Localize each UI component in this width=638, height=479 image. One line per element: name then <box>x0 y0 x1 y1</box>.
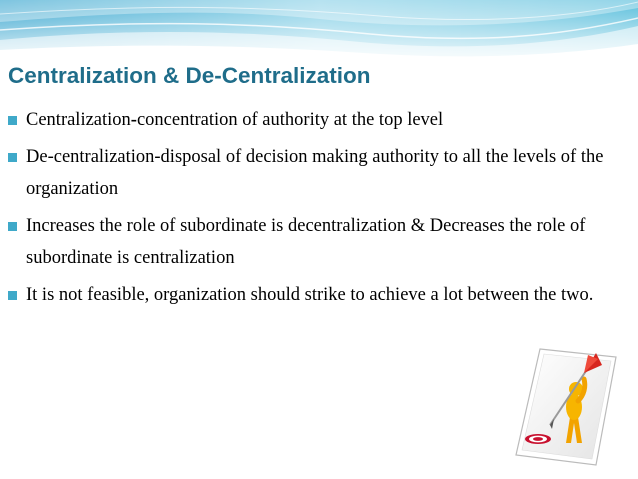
bullet-item-centralization <box>6 104 631 136</box>
header-wave-band <box>0 0 638 62</box>
bullet-item-subordinate-role <box>6 210 631 274</box>
bullet-square-icon <box>8 222 17 231</box>
bullet-square-icon <box>8 291 17 300</box>
bullet-item-feasibility <box>6 279 631 311</box>
bullet-square-icon <box>8 116 17 125</box>
bullet-definition: concentration of authority at the top level <box>136 110 444 130</box>
bullet-lead-term: Centralization <box>26 110 131 130</box>
header-wave-graphic <box>0 0 638 62</box>
bullet-text: Increases the role of subordinate is decentralization & Decreases the role of subordinate is centralization <box>26 216 586 268</box>
bullet-list <box>6 104 631 316</box>
dart-target-illustration <box>510 343 620 468</box>
bullet-item-decentralization <box>6 141 631 205</box>
bullet-text: De-centralization-disposal of decision making authority to all the levels of the organization <box>26 147 604 199</box>
bullet-separator: - <box>130 110 137 130</box>
slide-title: Centralization & De-Centralization <box>8 63 371 88</box>
bullet-text: It is not feasible, organization should strike to achieve a lot between the two. <box>26 285 594 305</box>
bullet-square-icon <box>8 153 17 162</box>
dart-target-icon <box>510 343 620 468</box>
